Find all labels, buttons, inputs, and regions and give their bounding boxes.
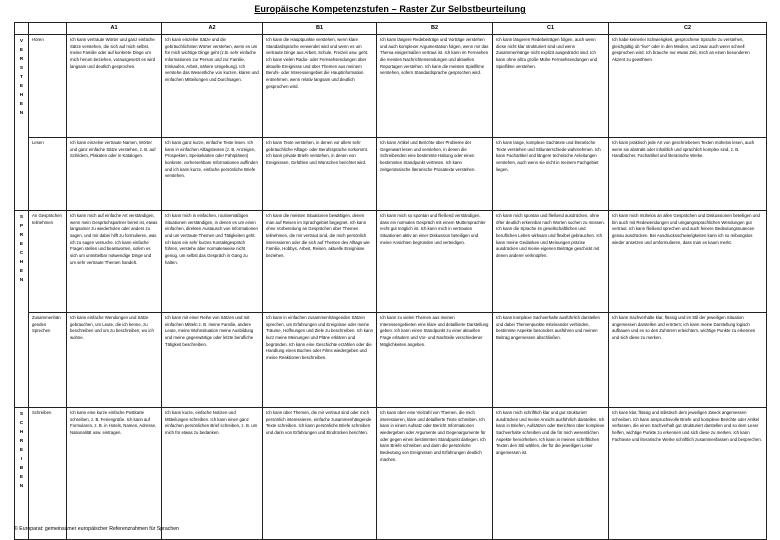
cell-hoeren-b2: Ich kann längere Redebeiträge und Vorträge verstehen und auch komplexer Argumentation folgen, wenn mir das Thema einigermaßen vertraut ist. Ich kann im Fernsehen die meisten Nachrichtensendungen und aktuellen Reportagen verstehen. Ich kann die meisten Spielfilme verstehen, sofern Standardsprache gesprochen wird. (377, 35, 493, 138)
section-letter: E (19, 84, 24, 89)
section-letter: S (19, 215, 24, 220)
section-letter: R (19, 57, 24, 62)
skill-label-hoeren: Hören (29, 35, 67, 138)
cell-schreiben-b1: Ich kann über Themen, die mir vertraut sind oder mich persönlich interessieren, einfache zusammenhängende Texte schreiben. Ich kann persönliche Briefe schreiben und darin von Erfahrungen und Eindrücken berichten. (263, 408, 377, 540)
section-letter: H (19, 260, 24, 265)
cell-hoeren-b1: Ich kann die Hauptpunkte verstehen, wenn klare Standardsprache verwendet wird und wenn es um vertraute Dinge aus Arbeit, Schule, Freizeit usw. geht. Ich kann vielen Radio- oder Fernsehsendungen über aktuelle Ereignisse und über Themen aus meinem Berufs- oder Interessengebiet die Hauptinformation entnehmen, wenn relativ langsam und deutlich gesprochen wird. (263, 35, 377, 138)
cell-lesen-c1: Ich kann lange, komplexe Sachtexte und literarische Texte verstehen und Stilunterschiede wahrnehmen. Ich kann Fachartikel und längere technische Anleitungen verstehen, auch wenn sie nicht in meinem Fachgebiet liegen. (493, 138, 609, 211)
cell-schreiben-a1: Ich kann eine kurze einfache Postkarte schreiben, z. B. Feriengrüße. Ich kann auf Formularen, z. B. in Hotels, Namen, Adresse, Nationalität usw. eintragen. (67, 408, 162, 540)
row-schreiben (15, 408, 767, 540)
skill-label-zusammenhaengend: Zusammenhängendes Sprechen (29, 313, 67, 408)
section-letter: V (19, 39, 24, 44)
row-hoeren (15, 35, 767, 138)
row-zusammenhaengend (15, 313, 767, 408)
section-letter: S (19, 66, 24, 71)
copyright-footer: © Europarat: gemeinsamer europäischer Referenzrahmen für Sprachen (14, 526, 180, 532)
cell-zusammenhaengend-a2: Ich kann mit einer Reihe von Sätzen und mit einfachen Mitteln z. B. meine Familie, andere Leute, meine Wohnsituation meine Ausbildung und meine gegenwärtige oder letzte berufliche Tätigkeit beschreiben. (162, 313, 263, 408)
section-letter: E (19, 242, 24, 247)
skill-label-lesen: Lesen (29, 138, 67, 211)
cell-lesen-a1: Ich kann einzelne vertraute Namen, Wörter und ganz einfache Sätze verstehen, z. B. auf Schildern, Plakaten oder in Katalogen. (67, 138, 162, 211)
cell-zusammenhaengend-b1: Ich kann in einfachen zusammenhängenden Sätzen sprechen, um Erfahrungen und Ereignisse oder meine Träume, Hoffnungen und Ziele zu beschreiben. Ich kann kurz meine Meinungen und Pläne erklären und begründen. Ich kann eine Geschichte erzählen oder die Handlung eines Buches oder Films wiedergeben und meine Reaktionen beschreiben. (263, 313, 377, 408)
cell-lesen-b2: Ich kann Artikel und Berichte über Probleme der Gegenwart lesen und verstehen, in denen die Schreibenden eine bestimmte Haltung oder einen bestimmten Standpunkt vertreten. Ich kann zeitgenössische literarische Prosatexte verstehen. (377, 138, 493, 211)
cell-schreiben-a2: Ich kann kurze, einfache Notizen und Mitteilungen schreiben. Ich kann einen ganz einfachen persönlichen Brief schreiben, z. B. um mich für etwas zu bedanken. (162, 408, 263, 540)
section-letter: N (19, 278, 24, 283)
level-header-b1: B1 (263, 23, 377, 35)
section-letter: B (19, 466, 24, 471)
section-label-schreiben (15, 408, 29, 540)
level-header-c2: C2 (609, 23, 767, 35)
section-letter: R (19, 233, 24, 238)
section-letter: C (19, 421, 24, 426)
row-gespraeche (15, 211, 767, 313)
cell-lesen-a2: Ich kann ganz kurze, einfache Texte lesen. Ich kann in einfachen Alltagstexten (z. B. Anzeigen, Prospekten, Speisekarten oder Fahrplänen) konkrete, vorhersehbare Informationen auffinden und ich kann kurze, einfache persönliche Briefe verstehen. (162, 138, 263, 211)
level-header-b2: B2 (377, 23, 493, 35)
cell-lesen-b1: Ich kann Texte verstehen, in denen vor allem sehr gebräuchliche Alltags- oder Berufssprache vorkommt. Ich kann private Briefe verstehen, in denen von Ereignissen, Gefühlen und Wünschen berichtet wird. (263, 138, 377, 211)
cell-zusammenhaengend-a1: Ich kann einfache Wendungen und Sätze gebrauchen, um Leute, die ich kenne, zu beschreiben und um zu beschreiben, wo ich wohne. (67, 313, 162, 408)
cell-zusammenhaengend-c2: Ich kann Sachverhalte klar, flüssig und im Stil der jeweiligen Situation angemessen darstellen und erörtern; ich kann meine Darstellung logisch aufbauen und es so den Zuhörern erleichtern, wichtige Punkte zu erkennen und sich diese zu merken. (609, 313, 767, 408)
section-letter: E (19, 48, 24, 53)
section-letter: E (19, 269, 24, 274)
section-letter: H (19, 93, 24, 98)
cell-zusammenhaengend-b2: Ich kann zu vielen Themen aus meinen Interessengebieten eine klare und detaillierte Darstellung geben. Ich kann einen Standpunkt zu einer aktuellen Frage erläutern und Vor- und Nachteile verschiedener Möglichkeiten angeben. (377, 313, 493, 408)
section-letter: E (19, 102, 24, 107)
corner-cell (15, 23, 29, 35)
cell-schreiben-c1: Ich kann mich schriftlich klar und gut strukturiert ausdrücken und meine Ansicht ausführlich darstellen. Ich kann in Briefen, Aufsätzen oder Berichten über komplexe Sachverhalte schreiben und die für mich wesentlichen Aspekte hervorheben. Ich kann in meinen schriftlichen Texten den Stil wählen, der für die jeweiligen Leser angemessen ist. (493, 408, 609, 540)
level-header-a2: A2 (162, 23, 263, 35)
corner-cell-2 (29, 23, 67, 35)
section-letter: E (19, 475, 24, 480)
row-lesen (15, 138, 767, 211)
section-letter: I (20, 457, 23, 462)
section-letter: P (19, 224, 24, 229)
cell-lesen-c2: Ich kann praktisch jede Art von geschriebenen Texten mühelos lesen, auch wenn sie abstrakt oder inhaltlich und sprachlich komplex sind, z. B. Handbücher, Fachartikel und literarische Werke. (609, 138, 767, 211)
cell-schreiben-b2: Ich kann über eine Vielzahl von Themen, die mich interessieren, klare und detaillierte Texte schreiben. Ich kann in einem Aufsatz oder Bericht Informationen wiedergeben oder Argumente und Gegenargumente für oder gegen einen bestimmten Standpunkt darlegen. Ich kann Briefe schreiben und darin die persönliche Bedeutung von Ereignissen und Erfahrungen deutlich machen. (377, 408, 493, 540)
cell-schreiben-c2: Ich kann klar, flüssig und stilistisch dem jeweiligen Zweck angemessen schreiben. Ich kann anspruchsvolle Briefe und komplexe Berichte oder Artikel verfassen, die einen Sachverhalt gut strukturiert darstellen und so dem Leser helfen, wichtige Punkte zu erkennen und sich diese zu merken. Ich kann Fachtexte und literarische Werke schriftlich zusammenfassen und besprechen. (609, 408, 767, 540)
skill-label-schreiben: Schreiben (29, 408, 67, 540)
skill-label-gespraeche: An Gesprächen teilnehmen (29, 211, 67, 313)
cell-hoeren-a1: Ich kann vertraute Wörter und ganz einfache Sätze verstehen, die sich auf mich selbst, meine Familie oder auf konkrete Dinge um mich herum beziehen, vorausgesetzt es wird langsam und deutlich gesprochen. (67, 35, 162, 138)
section-letter: N (19, 484, 24, 489)
competence-grid (14, 22, 767, 540)
header-row (15, 23, 767, 35)
cell-gespraeche-a1: Ich kann mich auf einfache Art verständigen, wenn mein Gesprächspartner bereit ist, etwas langsamer zu wiederholen oder anders zu sagen, und mir dabei hilft zu formulieren, was ich zu sagen versuche. Ich kann einfache Fragen stellen und beantworten, sofern es sich um unmittelbar notwendige Dinge und um sehr vertraute Themen handelt. (67, 211, 162, 313)
section-letter: H (19, 430, 24, 435)
cell-zusammenhaengend-c1: Ich kann komplexe Sachverhalte ausführlich darstellen und dabei Themenpunkte miteinander verbinden, bestimmte Aspekte besonders ausführen und meinen Beitrag angemessen abschließen. (493, 313, 609, 408)
cell-gespraeche-b1: Ich kann die meisten Situationen bewältigen, denen man auf Reisen im Sprachgebiet begegnet. Ich kann ohne Vorbereitung an Gesprächen über Themen teilnehmen, die mir vertraut sind, die mich persönlich interessieren oder die sich auf Themen des Alltags wie Familie, Hobbys, Arbeit, Reisen, aktuelle Ereignisse beziehen. (263, 211, 377, 313)
section-letter: R (19, 439, 24, 444)
section-letter: N (19, 111, 24, 116)
level-header-c1: C1 (493, 23, 609, 35)
section-label-sprechen (15, 211, 29, 408)
page-title: Europäische Kompetenzstufen – Raster Zur Selbstbeurteilung (254, 4, 526, 14)
section-label-verstehen (15, 35, 29, 211)
cell-gespraeche-c2: Ich kann mich mühelos an allen Gesprächen und Diskussionen beteiligen und bin auch mit Redewendungen und umgangssprachlichen Wendungen gut vertraut. Ich kann fließend sprechen und auch feinere Bedeutungsnuancen genau ausdrücken. Bei Ausdrucksschwierigkeiten kann ich so reibungslos wieder ansetzen und umformulieren, dass man es kaum merkt. (609, 211, 767, 313)
section-letter: E (19, 448, 24, 453)
cell-gespraeche-a2: Ich kann mich in einfachen, routinemäßigen Situationen verständigen, in denen es um einen einfachen, direkten Austausch von Informationen und um vertraute Themen und Tätigkeiten geht. Ich kann ein sehr kurzes Kontaktgespräch führen, verstehe aber normalerweise nicht genug, um selbst das Gespräch in Gang zu halten. (162, 211, 263, 313)
section-letter: C (19, 251, 24, 256)
cell-hoeren-a2: Ich kann einzelne Sätze und die gebräuchlichsten Wörter verstehen, wenn es um für mich wichtige Dinge geht (z.B. sehr einfache Informationen zur Person und zur Familie, Einkaufen, Arbeit, nähere Umgebung). Ich verstehe das Wesentliche von kurzen, klaren und einfachen Mitteilungen und Durchsagen. (162, 35, 263, 138)
cell-gespraeche-c1: Ich kann mich spontan und fließend ausdrücken, ohne öfter deutlich erkennbar nach Worten suchen zu müssen. Ich kann die Sprache im gesellschaftlichen und beruflichen Leben wirksam und flexibel gebrauchen. Ich kann meine Gedanken und Meinungen präzise ausdrücken und meine eigenen Beiträge geschickt mit denen anderer verknüpfen. (493, 211, 609, 313)
section-letter: S (19, 412, 24, 417)
cell-hoeren-c1: Ich kann längeren Redebeiträgen folgen, auch wenn diese nicht klar strukturiert sind und wenn Zusammenhänge nicht explizit ausgedrückt sind. Ich kann ohne allzu große Mühe Fernsehsendungen und Spielfilme verstehen. (493, 35, 609, 138)
cell-hoeren-c2: Ich habe keinerlei Schwierigkeit, gesprochene Sprache zu verstehen, gleichgültig ob "live" oder in den Medien, und zwar auch wenn schnell gesprochen wird. Ich brauche nur etwas Zeit, mich an einen besonderen Akzent zu gewöhnen. (609, 35, 767, 138)
section-letter: T (20, 75, 23, 80)
level-header-a1: A1 (67, 23, 162, 35)
cell-gespraeche-b2: Ich kann mich so spontan und fließend verständigen, dass ein normales Gespräch mit einem Muttersprachler recht gut möglich ist. Ich kann mich in vertrauten Situationen aktiv an einer Diskussion beteiligen und meine Ansichten begründen und verteidigen. (377, 211, 493, 313)
